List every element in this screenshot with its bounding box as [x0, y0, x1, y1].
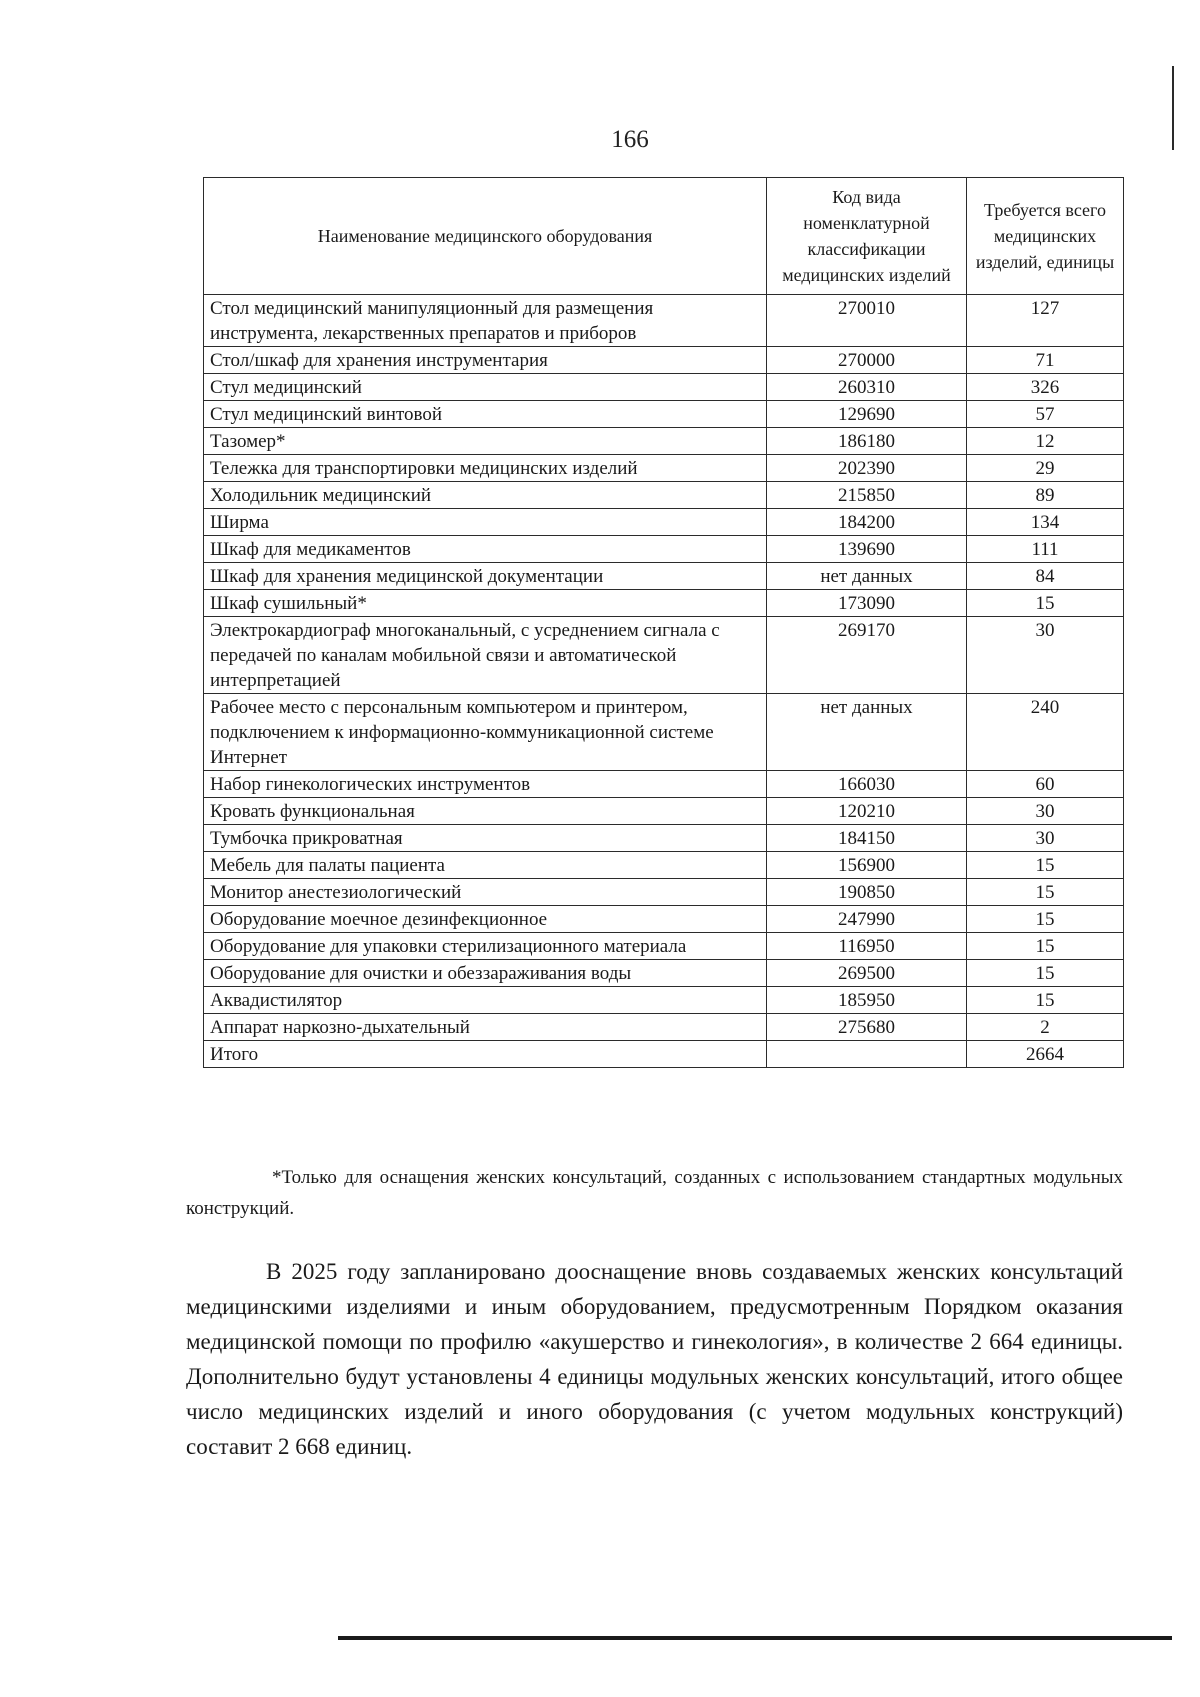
equipment-name-cell: Стол медицинский манипуляционный для размещения инструмента, лекарственных препаратов и приборов [204, 295, 767, 347]
table-row [204, 347, 1124, 374]
footnote: *Только для оснащения женских консультаций, созданных с использованием стандартных модульных конструкций. [186, 1167, 1123, 1219]
equipment-name-cell: Электрокардиограф многоканальный, с усреднением сигнала с передачей по каналам мобильной связи и автоматической интерпретацией [204, 617, 767, 694]
equipment-name-cell: Холодильник медицинский [204, 482, 767, 509]
quantity-cell: 30 [967, 825, 1124, 852]
equipment-name-cell: Оборудование для упаковки стерилизационного материала [204, 933, 767, 960]
classification-code-cell: 247990 [767, 906, 967, 933]
equipment-name-cell: Стул медицинский [204, 374, 767, 401]
classification-code-cell: 202390 [767, 455, 967, 482]
equipment-name-cell: Набор гинекологических инструментов [204, 771, 767, 798]
table-row [204, 771, 1124, 798]
quantity-cell: 15 [967, 960, 1124, 987]
quantity-cell: 2664 [967, 1041, 1124, 1068]
quantity-cell: 29 [967, 455, 1124, 482]
table-row [204, 590, 1124, 617]
table-row [204, 852, 1124, 879]
classification-code-cell: 269170 [767, 617, 967, 694]
quantity-cell: 15 [967, 933, 1124, 960]
quantity-cell: 30 [967, 798, 1124, 825]
quantity-cell: 15 [967, 590, 1124, 617]
table-row [204, 825, 1124, 852]
quantity-cell: 84 [967, 563, 1124, 590]
quantity-cell: 134 [967, 509, 1124, 536]
classification-code-cell: 275680 [767, 1014, 967, 1041]
page-number: 166 [611, 126, 649, 153]
classification-code-cell: 184200 [767, 509, 967, 536]
table-row [204, 879, 1124, 906]
classification-code-cell: 173090 [767, 590, 967, 617]
table-row [204, 694, 1124, 771]
classification-code-cell: 120210 [767, 798, 967, 825]
quantity-cell: 15 [967, 879, 1124, 906]
equipment-name-cell: Стул медицинский винтовой [204, 401, 767, 428]
classification-code-cell: 116950 [767, 933, 967, 960]
header-equipment-name: Наименование медицинского оборудования [204, 178, 767, 295]
classification-code-cell: нет данных [767, 563, 967, 590]
header-classification-code: Код вида номенклатурной классификации медицинских изделий [767, 178, 967, 295]
table-row [204, 482, 1124, 509]
classification-code-cell: 215850 [767, 482, 967, 509]
equipment-name-cell: Кровать функциональная [204, 798, 767, 825]
equipment-name-cell: Тазомер* [204, 428, 767, 455]
classification-code-cell: 166030 [767, 771, 967, 798]
equipment-name-cell: Стол/шкаф для хранения инструментария [204, 347, 767, 374]
quantity-cell: 12 [967, 428, 1124, 455]
quantity-cell: 60 [967, 771, 1124, 798]
table-row [204, 906, 1124, 933]
table-row [204, 455, 1124, 482]
equipment-name-cell: Мебель для палаты пациента [204, 852, 767, 879]
table-row [204, 933, 1124, 960]
quantity-cell: 71 [967, 347, 1124, 374]
equipment-name-cell: Аппарат наркозно-дыхательный [204, 1014, 767, 1041]
equipment-name-cell: Итого [204, 1041, 767, 1068]
classification-code-cell: 186180 [767, 428, 967, 455]
quantity-cell: 2 [967, 1014, 1124, 1041]
classification-code-cell [767, 1041, 967, 1068]
table-row [204, 987, 1124, 1014]
body-paragraph: В 2025 году запланировано дооснащение вновь создаваемых женских консультаций медицинскими изделиями и иным оборудованием, предусмотренным Порядком оказания медицинской помощи по профилю «акушерство и гинекология», в количестве 2 664 единицы. Дополнительно будут установлены 4 единицы модульных женских консультаций, итого общее число медицинских изделий и иного оборудования (с учетом модульных конструкций) составит 2 668 единиц. [186, 1259, 1123, 1459]
table-row [204, 617, 1124, 694]
quantity-cell: 127 [967, 295, 1124, 347]
table-row [204, 428, 1124, 455]
quantity-cell: 57 [967, 401, 1124, 428]
equipment-name-cell: Ширма [204, 509, 767, 536]
quantity-cell: 15 [967, 852, 1124, 879]
equipment-name-cell: Монитор анестезиологический [204, 879, 767, 906]
table-row [204, 798, 1124, 825]
classification-code-cell: 190850 [767, 879, 967, 906]
header-required-quantity: Требуется всего медицинских изделий, единицы [967, 178, 1124, 295]
quantity-cell: 89 [967, 482, 1124, 509]
classification-code-cell: 269500 [767, 960, 967, 987]
table-row [204, 401, 1124, 428]
quantity-cell: 30 [967, 617, 1124, 694]
equipment-name-cell: Шкаф для хранения медицинской документации [204, 563, 767, 590]
quantity-cell: 240 [967, 694, 1124, 771]
quantity-cell: 15 [967, 906, 1124, 933]
classification-code-cell: 270010 [767, 295, 967, 347]
classification-code-cell: 139690 [767, 536, 967, 563]
quantity-cell: 326 [967, 374, 1124, 401]
classification-code-cell: 156900 [767, 852, 967, 879]
table-row [204, 509, 1124, 536]
table-row [204, 960, 1124, 987]
equipment-name-cell: Рабочее место с персональным компьютером и принтером, подключением к информационно-коммуникационной системе Интернет [204, 694, 767, 771]
table-row [204, 536, 1124, 563]
total-row [204, 1041, 1124, 1068]
table-row [204, 374, 1124, 401]
equipment-name-cell: Оборудование для очистки и обеззараживания воды [204, 960, 767, 987]
classification-code-cell: 270000 [767, 347, 967, 374]
table-header-row [204, 178, 1124, 295]
classification-code-cell: 129690 [767, 401, 967, 428]
bottom-rule [338, 1636, 1172, 1640]
equipment-name-cell: Тумбочка прикроватная [204, 825, 767, 852]
table-row [204, 295, 1124, 347]
classification-code-cell: 260310 [767, 374, 967, 401]
classification-code-cell: нет данных [767, 694, 967, 771]
quantity-cell: 111 [967, 536, 1124, 563]
quantity-cell: 15 [967, 987, 1124, 1014]
equipment-name-cell: Шкаф сушильный* [204, 590, 767, 617]
equipment-name-cell: Оборудование моечное дезинфекционное [204, 906, 767, 933]
table-row [204, 563, 1124, 590]
equipment-name-cell: Тележка для транспортировки медицинских изделий [204, 455, 767, 482]
equipment-name-cell: Шкаф для медикаментов [204, 536, 767, 563]
table-body [204, 295, 1124, 1068]
classification-code-cell: 185950 [767, 987, 967, 1014]
equipment-name-cell: Аквадистилятор [204, 987, 767, 1014]
table-row [204, 1014, 1124, 1041]
classification-code-cell: 184150 [767, 825, 967, 852]
equipment-table [203, 177, 1124, 1068]
